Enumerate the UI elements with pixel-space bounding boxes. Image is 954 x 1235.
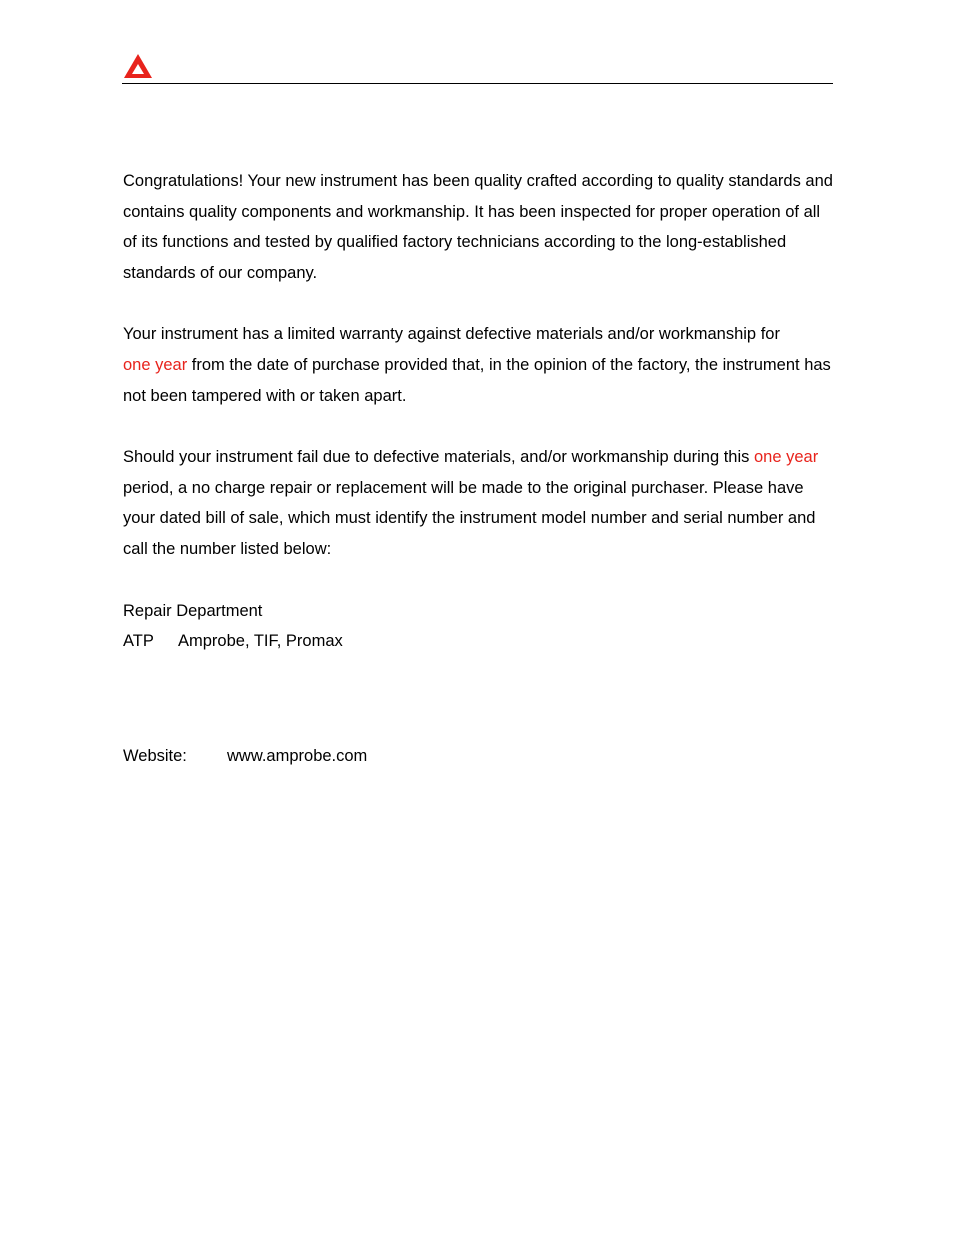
warranty-body <box>123 166 835 657</box>
repair-text-after: period, a no charge repair or replacement will be made to the original purchaser. Please have your dated bill of sale, which must identify the instrument model number and serial number and call the number listed below: <box>123 478 816 558</box>
congratulations-paragraph: Congratulations! Your new instrument has been quality crafted according to quality standards and contains quality components and workmanship. It has been inspected for proper operation of all of its functions and tested by qualified factory technicians according to the long-established standards of our company. <box>123 172 833 282</box>
page-header <box>122 50 833 84</box>
repair-department-label: Repair Department <box>123 601 263 620</box>
repair-period-highlight: one year <box>754 448 819 467</box>
website-url[interactable]: www.amprobe.com <box>227 747 368 765</box>
website-label: Website: <box>123 747 187 765</box>
repair-text-before: Should your instrument fail due to defective materials, and/or workmanship during this <box>123 448 754 467</box>
website-line <box>123 741 367 771</box>
warranty-text-rest: from the date of purchase provided that, in the opinion of the factory, the instrument has not been tampered with or taken apart. <box>123 355 831 405</box>
repair-contact-block <box>123 596 835 657</box>
warranty-text-intro: Your instrument has a limited warranty against defective materials and/or workmanship for <box>123 325 780 344</box>
amprobe-logo-icon <box>123 53 153 79</box>
repair-instructions-paragraph <box>123 442 835 564</box>
atp-label: ATP <box>123 632 154 651</box>
warranty-period-highlight: one year <box>123 355 188 374</box>
atp-brands: Amprobe, TIF, Promax <box>178 632 343 651</box>
limited-warranty-paragraph <box>123 319 835 411</box>
